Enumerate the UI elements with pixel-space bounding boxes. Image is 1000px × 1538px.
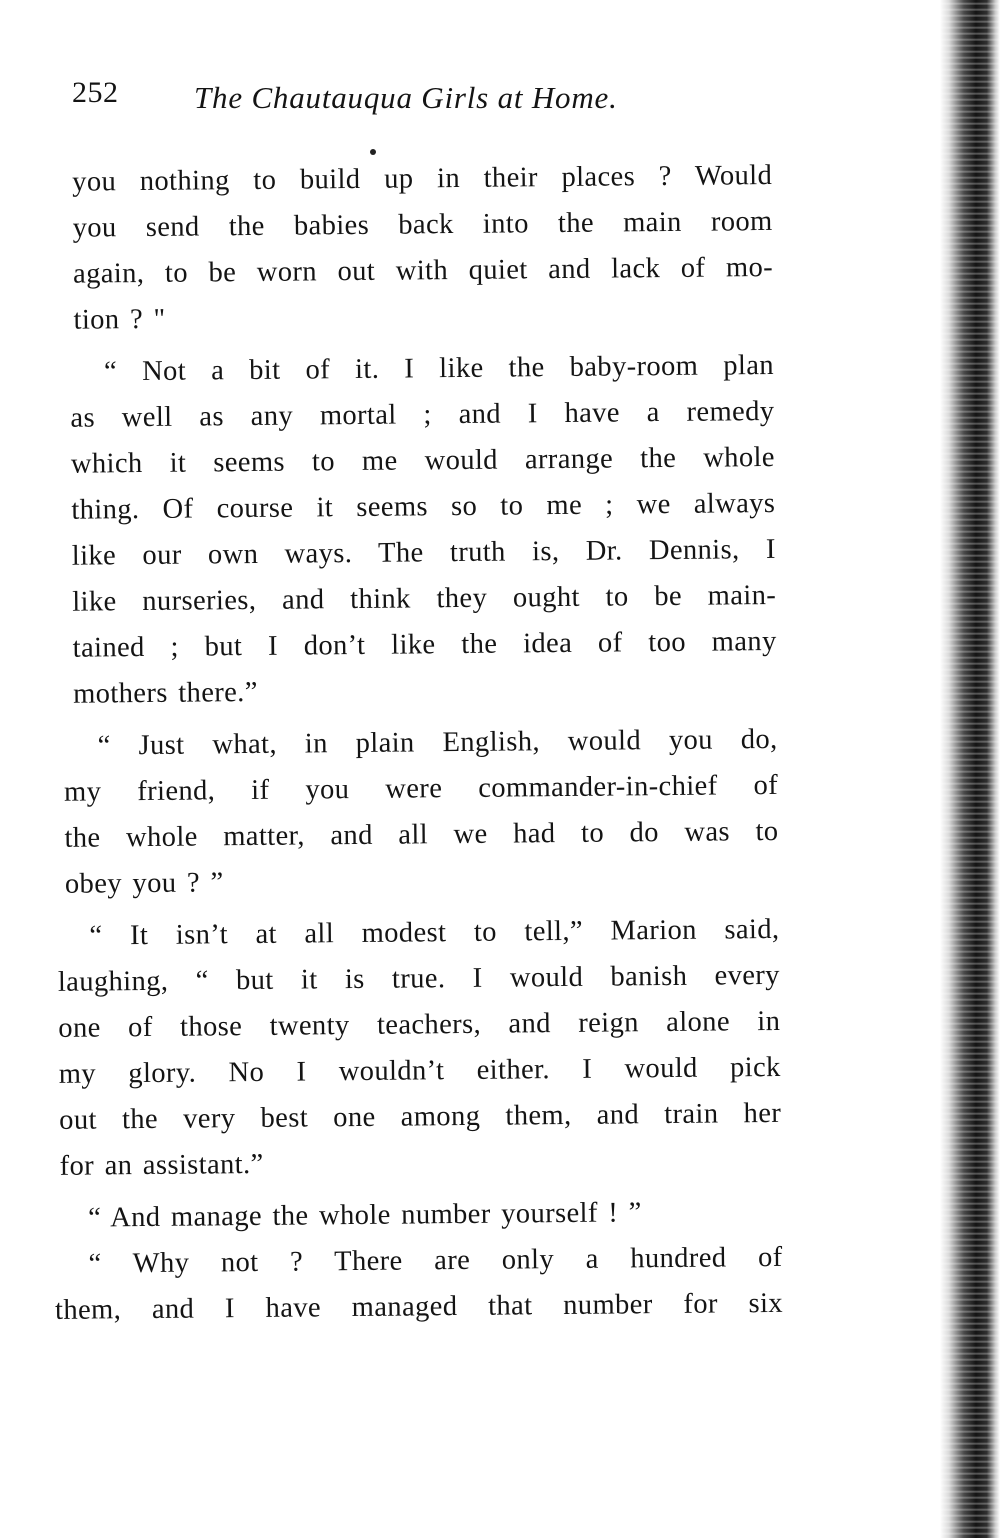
ink-speck (370, 149, 376, 155)
text-line: you send the babies back into the main room (72, 205, 773, 244)
text-line: “ Just what, in plain English, would you do, (97, 723, 778, 762)
text-line: one of those twenty teachers, and reign alone in (58, 1005, 781, 1044)
text-line: my glory. No I wouldn’t either. I would pick (58, 1051, 781, 1090)
text-line: as well as any mortal ; and I have a remedy (70, 395, 775, 434)
text-line: the whole matter, and all we had to do was to (64, 815, 779, 854)
book-spine-shadow (940, 0, 1000, 1538)
text-line: thing. Of course it seems so to me ; we always (71, 487, 776, 526)
text-line: “ Why not ? There are only a hundred of (88, 1241, 783, 1280)
text-line: you nothing to build up in their places ? Would (72, 159, 773, 198)
running-title: The Chautauqua Girls at Home. (194, 80, 618, 115)
text-line: “ Not a bit of it. I like the baby-room plan (103, 349, 775, 388)
text-line: for an assistant.” (59, 1148, 264, 1182)
text-line: laughing, “ but it is true. I would banish every (57, 959, 781, 998)
text-line: “ It isn’t at all modest to tell,” Marion said, (89, 913, 780, 952)
page-header (72, 70, 692, 130)
page-number: 252 (72, 76, 119, 109)
text-line: like nurseries, and think they ought to be main- (72, 579, 777, 618)
text-line: mothers there.” (72, 676, 258, 710)
body-text (40, 153, 784, 1360)
text-line: tion ? " (73, 303, 166, 336)
text-line: obey you ? ” (64, 867, 224, 900)
text-line: out the very best one among them, and train her (59, 1097, 782, 1136)
text-line: tained ; but I don’t like the idea of too many (72, 625, 777, 664)
text-line: like our own ways. The truth is, Dr. Dennis, I (71, 533, 776, 572)
text-line: which it seems to me would arrange the whole (70, 441, 776, 480)
text-line: again, to be worn out with quiet and lack of mo- (72, 251, 774, 290)
text-line: my friend, if you were commander-in-chief of (63, 769, 779, 808)
text-line: “ And manage the whole number yourself ! ” (88, 1197, 642, 1234)
text-line: them, and I have managed that number for six (54, 1287, 784, 1326)
